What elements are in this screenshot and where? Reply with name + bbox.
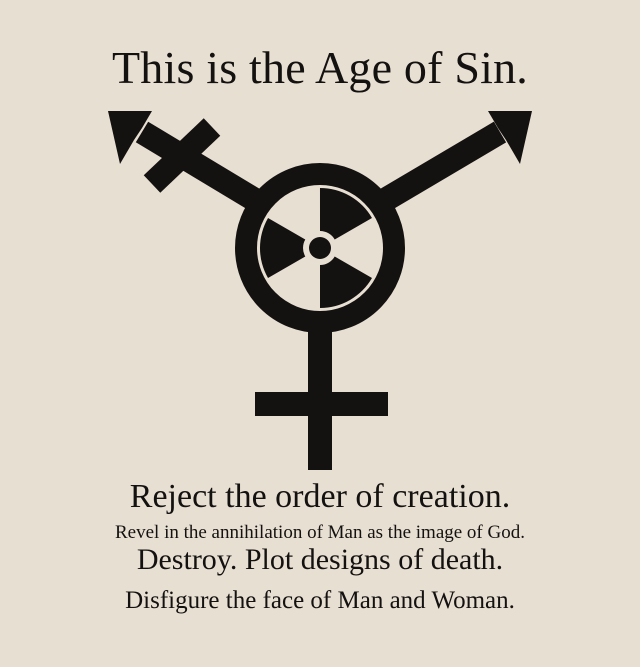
text-line-4: Disfigure the face of Man and Woman.	[125, 587, 515, 614]
text-line-3: Destroy. Plot designs of death.	[136, 543, 504, 576]
right-arrow-shaft	[385, 132, 500, 200]
text-line-1: Reject the order of creation.	[129, 478, 511, 515]
poster-title: This is the Age of Sin.	[111, 42, 529, 93]
text-line-2: Revel in the annihilation of Man as the image of God.	[115, 522, 525, 543]
radiation-center	[309, 237, 331, 259]
